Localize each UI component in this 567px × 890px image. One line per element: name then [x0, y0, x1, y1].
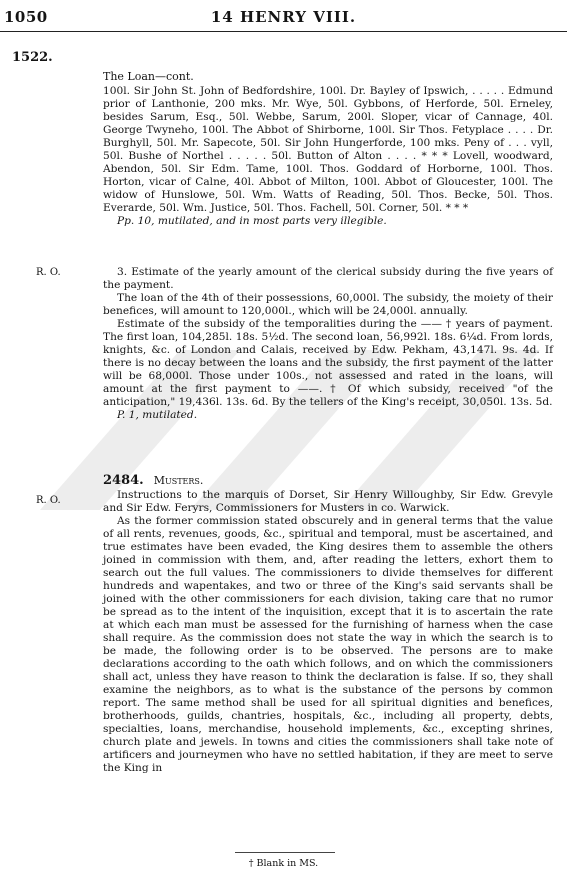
musters-intro: Instructions to the marquis of Dorset, Sir Henry Willoughby, Sir Edw. Grevyle and Sir Edw. Feryrs, Commissioners for Musters in co. Warwick.: [103, 489, 553, 514]
header-rule: [0, 31, 567, 32]
musters-section: [103, 474, 553, 775]
loan-section: [103, 70, 553, 228]
musters-heading: [103, 474, 553, 487]
footnote: † Blank in MS.: [248, 858, 319, 869]
estimate-para-1: 3. Estimate of the yearly amount of the clerical subsidy during the five years of the payment.: [103, 266, 553, 291]
estimate-note: P. 1, mutilated.: [117, 409, 198, 421]
estimate-para-2: The loan of the 4th of their possessions, 60,000l. The subsidy, the moiety of their benefices, will amount to 120,000l., which will be 24,000l. annually.: [103, 292, 553, 317]
loan-paragraph: 100l. Sir John St. John of Bedfordshire, 100l. Dr. Bayley of Ipswich, . . . . . Edmund prior of Lanthonie, 200 mks. Mr. Wye, 50l. Gybbons, of Herforde, 50l. Erneley, besides Sarum, Esq., 50l. Webbe, Sarum, 200l. Sloper, vicar of Cannage, 40l. George Twyneho, 100l. The Abbot of Shirborne, 100l. Sir Thos. Fetyplace . . . . Dr. Burghyll, 50l. Mr. Sapecote, 50l. Sir John Hungerforde, 100 mks. Peny of . . . vyll, 50l. Bushe of Northel . . . . . 50l. Button of Alton . . . . * * * Lovell, woodward, Abendon, 50l. Sir Edm. Tame, 100l. Thos. Goddard of Horborne, 100l. Thos. Horton, vicar of Calne, 40l. Abbot of Milton, 100l. Abbot of Gloucester, 100l. The widow of Hunslowe, 50l. Wm. Watts of Reading, 50l. Thos. Becke, 50l. Thos. Everarde, 50l. Wm. Justice, 50l. Thos. Fachell, 50l. Corner, 50l. * * *: [103, 85, 553, 214]
loan-heading: The Loan—cont.: [103, 70, 194, 83]
musters-body: As the former commission stated obscurely and in general terms that the value of all rents, revenues, goods, &c., spiritual and temporal, must be ascertained, and true estimates have been evaded, the King desires them to assemble the others joined in commission with them, and, after reading the letters, exhort them to search out the full values. The commissioners to divide themselves for different hundreds and wapentakes, and two or three of the King's said servants shall be joined with the other commissioners for each division, taking care that no rumor be spread as to the intent of the inquisition, except that it is to ascertain the rate at which each man must be assessed for the furnishing of harness when the case shall require. As the commission does not state the way in which the search is to be made, the following order is to be observed. The persons are to make declarations according to the oath which follows, and on which the commissioners shall act, unless they have reason to think the declaration is false. If so, they shall examine the neighbors, as to what is the substance of the persons by common report. The same method shall be used for all spiritual dignities and benefices, brotherhoods, guilds, chantries, hospitals, &c., including all property, debts, specialties, loans, merchandise, household implements, &c., excepting shrines, church plate and jewels. In towns and cities the commissioners shall take note of artificers and journeymen who have no settled habitation, if they are meet to serve the King in: [103, 515, 553, 774]
loan-note: Pp. 10, mutilated, and in most parts very illegible.: [117, 215, 387, 227]
marginal-ro-musters: R. O.: [36, 495, 61, 506]
footnote-rule: [235, 852, 335, 853]
musters-title: Musters.: [153, 474, 204, 487]
entry-number: 2484.: [103, 473, 144, 488]
running-title: 14 HENRY VIII.: [210, 8, 357, 26]
marginal-ro-estimate: R. O.: [36, 267, 61, 278]
year-marginal: 1522.: [12, 50, 53, 65]
page-number: 1050: [4, 8, 48, 26]
estimate-section: [103, 266, 553, 422]
estimate-para-3: Estimate of the subsidy of the temporalities during the —— † years of payment. The first loan, 104,285l. 18s. 5½d. The second loan, 56,992l. 18s. 6¼d. From lords, knights, &c. of London and Calais, received by Edw. Pekham, 43,147l. 9s. 4d. If there is no decay between the loans and the subsidy, the first payment of the latter will be 68,000l. Those under 100s., not assessed and rated in the loans, will amount at the first payment to ——. † Of which subsidy, received "of the anticipation," 19,436l. 13s. 6d. By the tellers of the King's receipt, 30,050l. 13s. 5d.: [103, 318, 553, 408]
